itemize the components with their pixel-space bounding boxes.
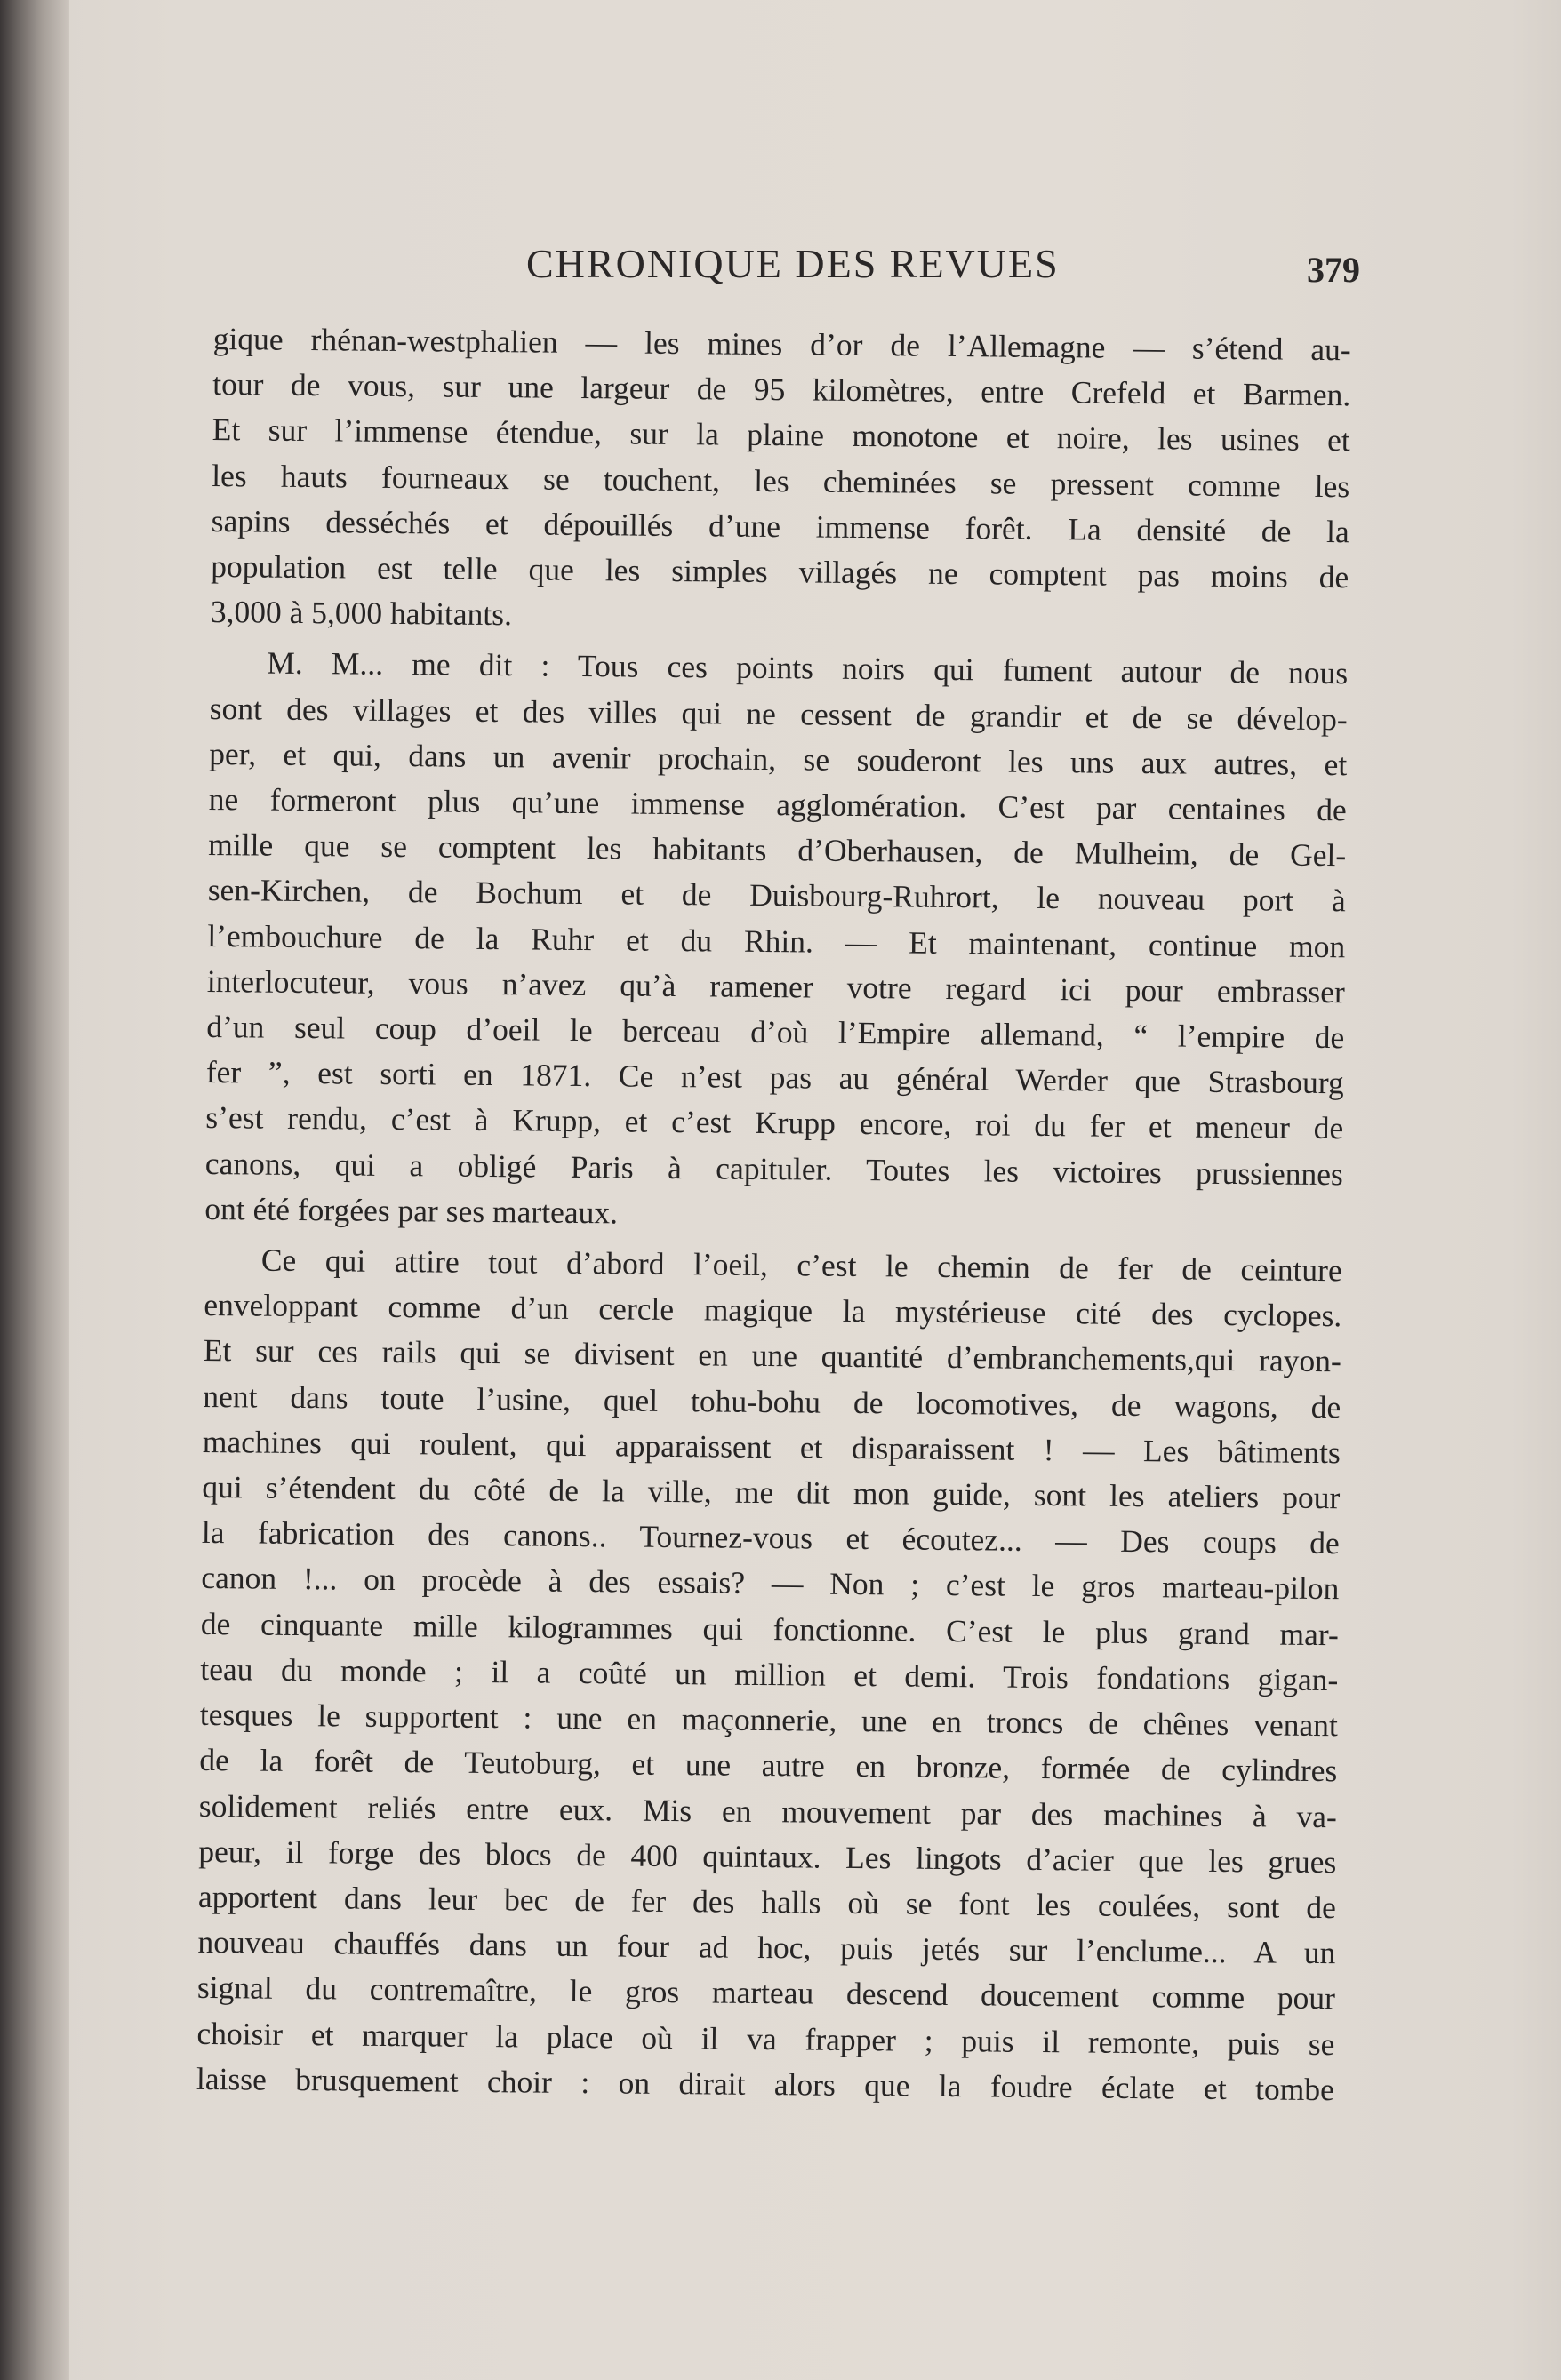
text-line: interlocuteur, vous n’avez qu’à ramener votre regard ici pour embrasser: [206, 962, 1345, 1010]
text-line: l’embouchure de la Ruhr et du Rhin. — Et maintenant, continue mon: [207, 917, 1346, 964]
text-line: enveloppant comme d’un cercle magique la mystérieuse cité des cyclopes.: [204, 1287, 1342, 1334]
text-line: Ce qui attire tout d’abord l’oeil, c’est le chemin de fer de ceinture: [260, 1242, 1342, 1289]
text-line: Et sur ces rails qui se divisent en une quantité d’embranchements,qui rayon-: [203, 1332, 1341, 1379]
text-line: fer ”, est sorti en 1871. Ce n’est pas au général Werder que Strasbourg: [205, 1054, 1344, 1101]
text-line: laisse brusquement choir : on dirait alors que la foudre éclate et tombe: [196, 2060, 1335, 2107]
text-line: les hauts fourneaux se touchent, les cheminées se pressent comme les: [212, 457, 1350, 504]
text-line: per, et qui, dans un avenir prochain, se souderont les uns aux autres, et: [209, 735, 1348, 783]
paragraph-2: [204, 640, 1348, 1242]
text-line: canon !... on procède à des essais? — Non ; c’est le gros marteau-pilon: [201, 1560, 1340, 1607]
text-line: mille que se comptent les habitants d’Oberhausen, de Mulheim, de Gel-: [208, 827, 1347, 874]
text-line: peur, il forge des blocs de 400 quintaux. Les lingots d’acier que les grues: [198, 1833, 1337, 1880]
text-line: tour de vous, sur une largeur de 95 kilomètres, entre Crefeld et Barmen.: [212, 366, 1351, 413]
text-line: ne formeront plus qu’une immense agglomération. C’est par centaines de: [208, 781, 1347, 828]
text-line: qui s’étendent du côté de la ville, me dit mon guide, sont les ateliers pour: [202, 1469, 1341, 1516]
text-line: teau du monde ; il a coûté un million et demi. Trois fondations gigan-: [200, 1650, 1339, 1698]
text-line: apportent dans leur bec de fer des halls où se font les coulées, sont de: [197, 1878, 1337, 1926]
text-line: sapins desséchés et dépouillés d’une immense forêt. La densité de la: [211, 502, 1349, 550]
text-line: canons, qui a obligé Paris à capituler. Toutes les victoires prussiennes: [204, 1145, 1343, 1192]
text-line: solidement reliés entre eux. Mis en mouvement par des machines à va-: [198, 1787, 1338, 1834]
body-text: [196, 316, 1351, 2112]
text-line: machines qui roulent, qui apparaissent et disparaissent ! — Les bâtiments: [202, 1423, 1341, 1471]
paragraph-1: [211, 316, 1351, 646]
text-line: de la forêt de Teutoburg, et une autre en bronze, formée de cylindres: [199, 1742, 1338, 1789]
text-line: choisir et marquer la place où il va frapper ; puis il remonte, puis se: [196, 2015, 1335, 2062]
text-line: tesques le supportent : une en maçonnerie, une en troncs de chênes venant: [199, 1697, 1339, 1744]
text-line: population est telle que les simples villagés ne comptent pas moins de: [211, 548, 1349, 595]
text-line: M. M... me dit : Tous ces points noirs qui fument autour de nous: [267, 645, 1349, 691]
running-title: CHRONIQUE DES REVUES: [526, 241, 1060, 286]
page-number: 379: [1307, 250, 1360, 290]
text-line: nouveau chauffés dans un four ad hoc, puis jetés sur l’enclume... A un: [197, 1924, 1336, 1971]
text-line: sont des villages et des villes qui ne cessent de grandir et de se dévelop-: [209, 690, 1348, 737]
text-line: de cinquante mille kilogrammes qui fonctionne. C’est le plus grand mar-: [200, 1605, 1340, 1652]
text-line: la fabrication des canons.. Tournez-vous et écoutez... — Des coups de: [201, 1514, 1340, 1561]
text-line: sen-Kirchen, de Bochum et de Duisbourg-Ruhrort, le nouveau port à: [207, 872, 1346, 919]
page-header: [213, 233, 1360, 295]
text-line: ont été forgées par ses marteaux.: [204, 1190, 619, 1231]
text-line: signal du contremaître, le gros marteau descend doucement comme pour: [196, 1969, 1336, 2017]
book-gutter: [0, 0, 69, 2380]
text-line: Et sur l’immense étendue, sur la plaine monotone et noire, les usines et: [212, 411, 1350, 459]
text-line: s’est rendu, c’est à Krupp, et c’est Krupp encore, roi du fer et meneur de: [205, 1099, 1344, 1146]
text-line: nent dans toute l’usine, quel tohu-bohu de locomotives, de wagons, de: [203, 1378, 1341, 1425]
text-line: d’un seul coup d’oeil le berceau d’où l’Empire allemand, “ l’empire de: [206, 1009, 1345, 1056]
paragraph-3: [196, 1237, 1342, 2112]
text-line: 3,000 à 5,000 habitants.: [210, 594, 513, 633]
text-line: gique rhénan-westphalien — les mines d’or de l’Allemagne — s’étend au-: [212, 320, 1351, 368]
